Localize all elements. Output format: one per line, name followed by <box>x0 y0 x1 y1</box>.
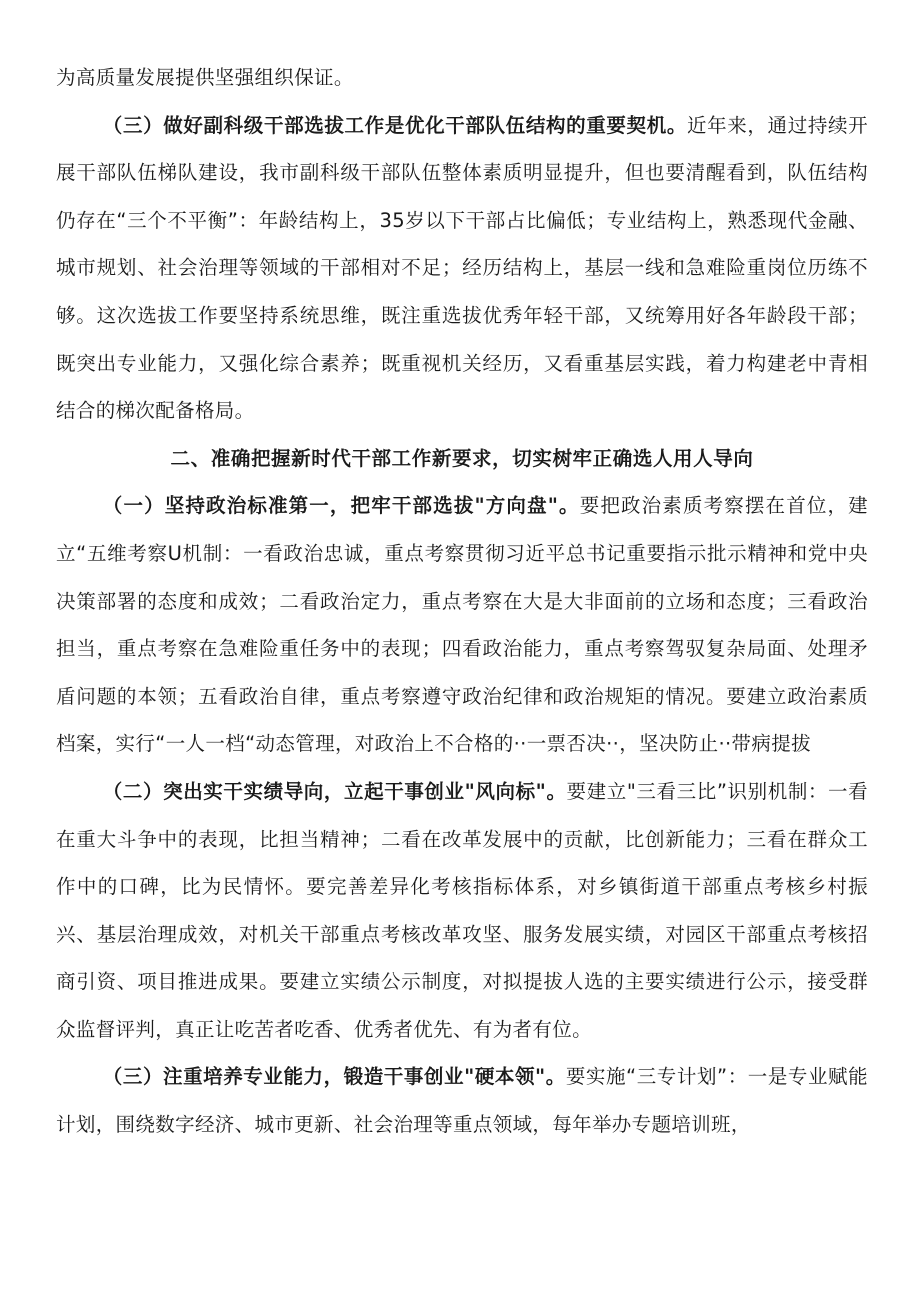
paragraph-lead-performance-orientation: （二）突出实干实绩导向，立起干事创业"风向标"。 <box>102 779 567 803</box>
paragraph-lead-professional-ability: （三）注重培养专业能力，锻造干事创业"硬本领"。 <box>102 1065 566 1089</box>
paragraph-performance-orientation <box>56 768 868 1054</box>
paragraph-continuation: 为高质量发展提供坚强组织保证。 <box>56 66 354 89</box>
document-body <box>56 54 868 1149</box>
paragraph-lead-political-standard: （一）坚持政治标准第一，把牢干部选拔"方向盘"。 <box>102 494 580 518</box>
paragraph-structure-opportunity <box>56 102 868 435</box>
paragraph-body-political-standard: 要把政治素质考察摆在首位，建立“五维考察U机制：一看政治忠诚，重点考察贯彻习近平总书记重要指示批示精神和党中央决策部署的态度和成效；二看政治定力，重点考察在大是大非面前的立场和态度；三看政治担当，重点考察在急难险重任务中的表现；四看政治能力，重点考察驾驭复杂局面、处理矛盾问题的本领；五看政治自律，重点考察遵守政治纪律和政治规矩的情况。要建立政治素质档案，实行“一人一档“动态管理，对政治上不合格的··一票否决··，坚决防止··带病提拔 <box>56 494 868 756</box>
section-heading-2: 二、准确把握新时代干部工作新要求，切实树牢正确选人用人导向 <box>170 446 754 470</box>
paragraph-body-structure-opportunity: 近年来，通过持续开展干部队伍梯队建设，我市副科级干部队伍整体素质明显提升，但也要清醒看到，队伍结构仍存在“三个不平衡”：年龄结构上，35岁以下干部占比偏低；专业结构上，熟悉现代金融、城市规划、社会治理等领域的干部相对不足；经历结构上，基层一线和急难险重岗位历练不够。这次选拔工作要坚持系统思维，既注重选拔优秀年轻干部，又统筹用好各年龄段干部；既突出专业能力，又强化综合素养；既重视机关经历，又看重基层实践，着力构建老中青相结合的梯次配备格局。 <box>56 113 868 423</box>
paragraph-body-professional-ability: 要实施“三专计划”：一是专业赋能计划，围绕数字经济、城市更新、社会治理等重点领域，每年举办专题培训班， <box>56 1065 868 1137</box>
paragraph-body-performance-orientation: 要建立"三看三比”识别机制：一看在重大斗争中的表现，比担当精神；二看在改革发展中的贡献，比创新能力；三看在群众工作中的口碑，比为民情怀。要完善差异化考核指标体系，对乡镇街道干部重点考核乡村振兴、基层治理成效，对机关干部重点考核改革攻坚、服务发展实绩，对园区干部重点考核招商引资、项目推进成果。要建立实绩公示制度，对拟提拔人选的主要实绩进行公示，接受群众监督评判，真正让吃苦者吃香、优秀者优先、有为者有位。 <box>56 779 868 1041</box>
paragraph-lead-structure-opportunity: （三）做好副科级干部选拔工作是优化干部队伍结构的重要契机。 <box>102 113 687 137</box>
paragraph-professional-ability <box>56 1053 868 1148</box>
paragraph-political-standard <box>56 482 868 768</box>
